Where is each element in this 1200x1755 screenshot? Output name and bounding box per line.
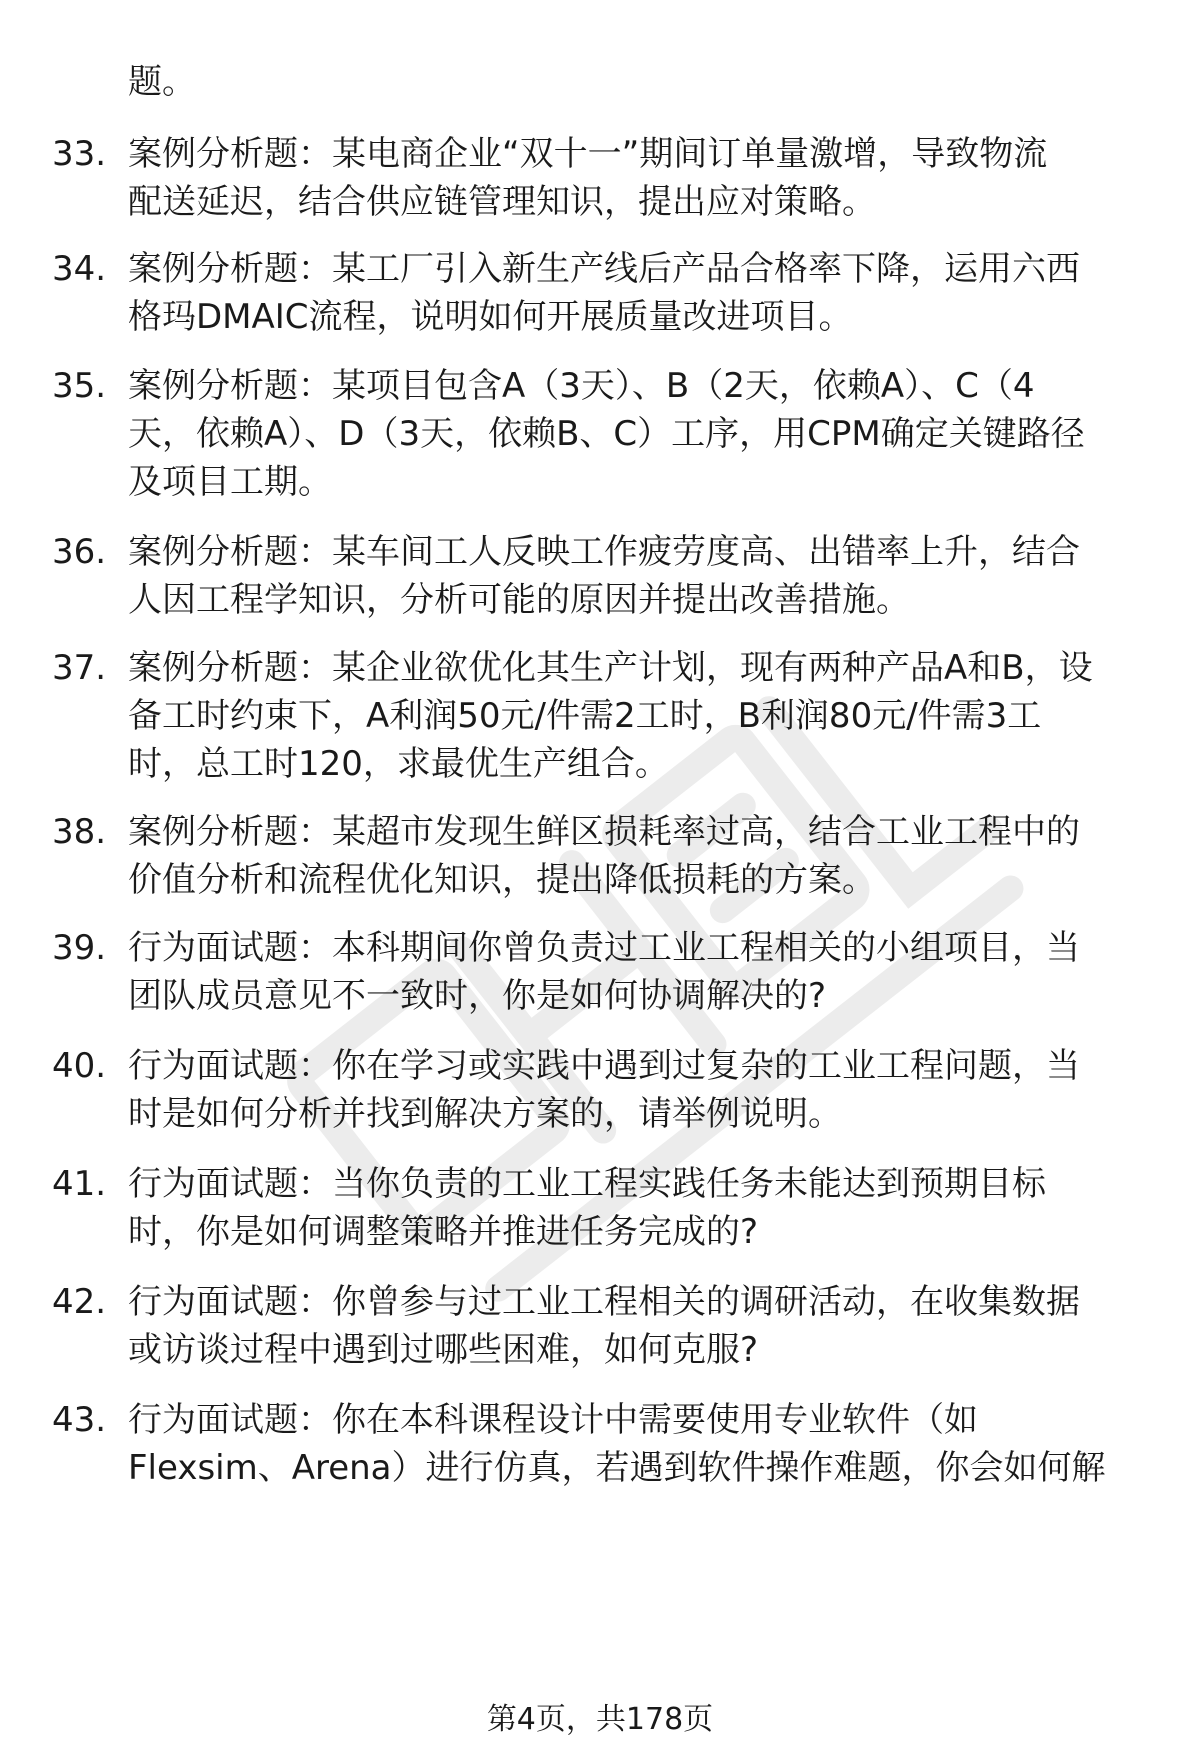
question-number: 34. — [52, 249, 107, 289]
question-line: Flexsim、Arena）进行仿真，若遇到软件操作难题，你会如何解 — [128, 1448, 1106, 1488]
question-line: 案例分析题：某超市发现生鲜区损耗率过高，结合工业工程中的 — [128, 812, 1080, 852]
question-text — [128, 362, 1168, 506]
question-line: 备工时约束下，A利润50元/件需2工时，B利润80元/件需3工 — [128, 696, 1042, 736]
question-line: 天，依赖A）、D（3天，依赖B、C）工序，用CPM确定关键路径 — [128, 414, 1085, 454]
question-line: 案例分析题：某车间工人反映工作疲劳度高、出错率上升，结合 — [128, 532, 1080, 572]
question-text — [128, 130, 1168, 226]
question-line: 行为面试题：你在学习或实践中遇到过复杂的工业工程问题，当 — [128, 1046, 1080, 1086]
question-line: 及项目工期。 — [128, 462, 332, 502]
question-line: 案例分析题：某企业欲优化其生产计划，现有两种产品A和B，设 — [128, 648, 1093, 688]
page-footer: 第4页，共178页 — [486, 1702, 714, 1737]
question-line: 案例分析题：某工厂引入新生产线后产品合格率下降，运用六西 — [128, 249, 1080, 289]
question-line: 行为面试题：本科期间你曾负责过工业工程相关的小组项目，当 — [128, 928, 1080, 968]
question-number: 37. — [52, 648, 107, 688]
question-number: 38. — [52, 812, 107, 852]
question-number: 33. — [52, 134, 107, 174]
question-line: 或访谈过程中遇到过哪些困难，如何克服? — [128, 1330, 759, 1370]
question-line: 价值分析和流程优化知识，提出降低损耗的方案。 — [128, 860, 876, 900]
question-line: 行为面试题：你曾参与过工业工程相关的调研活动，在收集数据 — [128, 1282, 1080, 1322]
question-line: 案例分析题：某项目包含A（3天）、B（2天，依赖A）、C（4 — [128, 366, 1035, 406]
question-number: 42. — [52, 1282, 107, 1322]
question-text — [128, 1160, 1168, 1256]
question-number: 35. — [52, 366, 107, 406]
question-line: 时是如何分析并找到解决方案的，请举例说明。 — [128, 1094, 842, 1134]
question-text — [128, 1396, 1168, 1492]
question-number: 39. — [52, 928, 107, 968]
question-line: 配送延迟，结合供应链管理知识，提出应对策略。 — [128, 182, 876, 222]
question-number: 43. — [52, 1400, 107, 1440]
question-text — [128, 1278, 1168, 1374]
question-number: 36. — [52, 532, 107, 572]
question-number: 40. — [52, 1046, 107, 1086]
question-line: 格玛DMAIC流程，说明如何开展质量改进项目。 — [128, 297, 853, 337]
question-line: 行为面试题：你在本科课程设计中需要使用专业软件（如 — [128, 1400, 978, 1440]
question-number: 41. — [52, 1164, 107, 1204]
question-line: 案例分析题：某电商企业“双十一”期间订单量激增，导致物流 — [128, 134, 1048, 174]
question-text — [128, 924, 1168, 1020]
question-line: 时，总工时120，求最优生产组合。 — [128, 744, 669, 784]
question-line: 行为面试题：当你负责的工业工程实践任务未能达到预期目标 — [128, 1164, 1046, 1204]
question-text — [128, 808, 1168, 904]
continued-text: 题。 — [128, 62, 196, 102]
question-line: 人因工程学知识，分析可能的原因并提出改善措施。 — [128, 580, 910, 620]
question-text — [128, 644, 1168, 788]
question-text — [128, 528, 1168, 624]
question-text — [128, 1042, 1168, 1138]
question-line: 时，你是如何调整策略并推进任务完成的? — [128, 1212, 759, 1252]
question-text — [128, 245, 1168, 341]
question-line: 团队成员意见不一致时，你是如何协调解决的? — [128, 976, 827, 1016]
